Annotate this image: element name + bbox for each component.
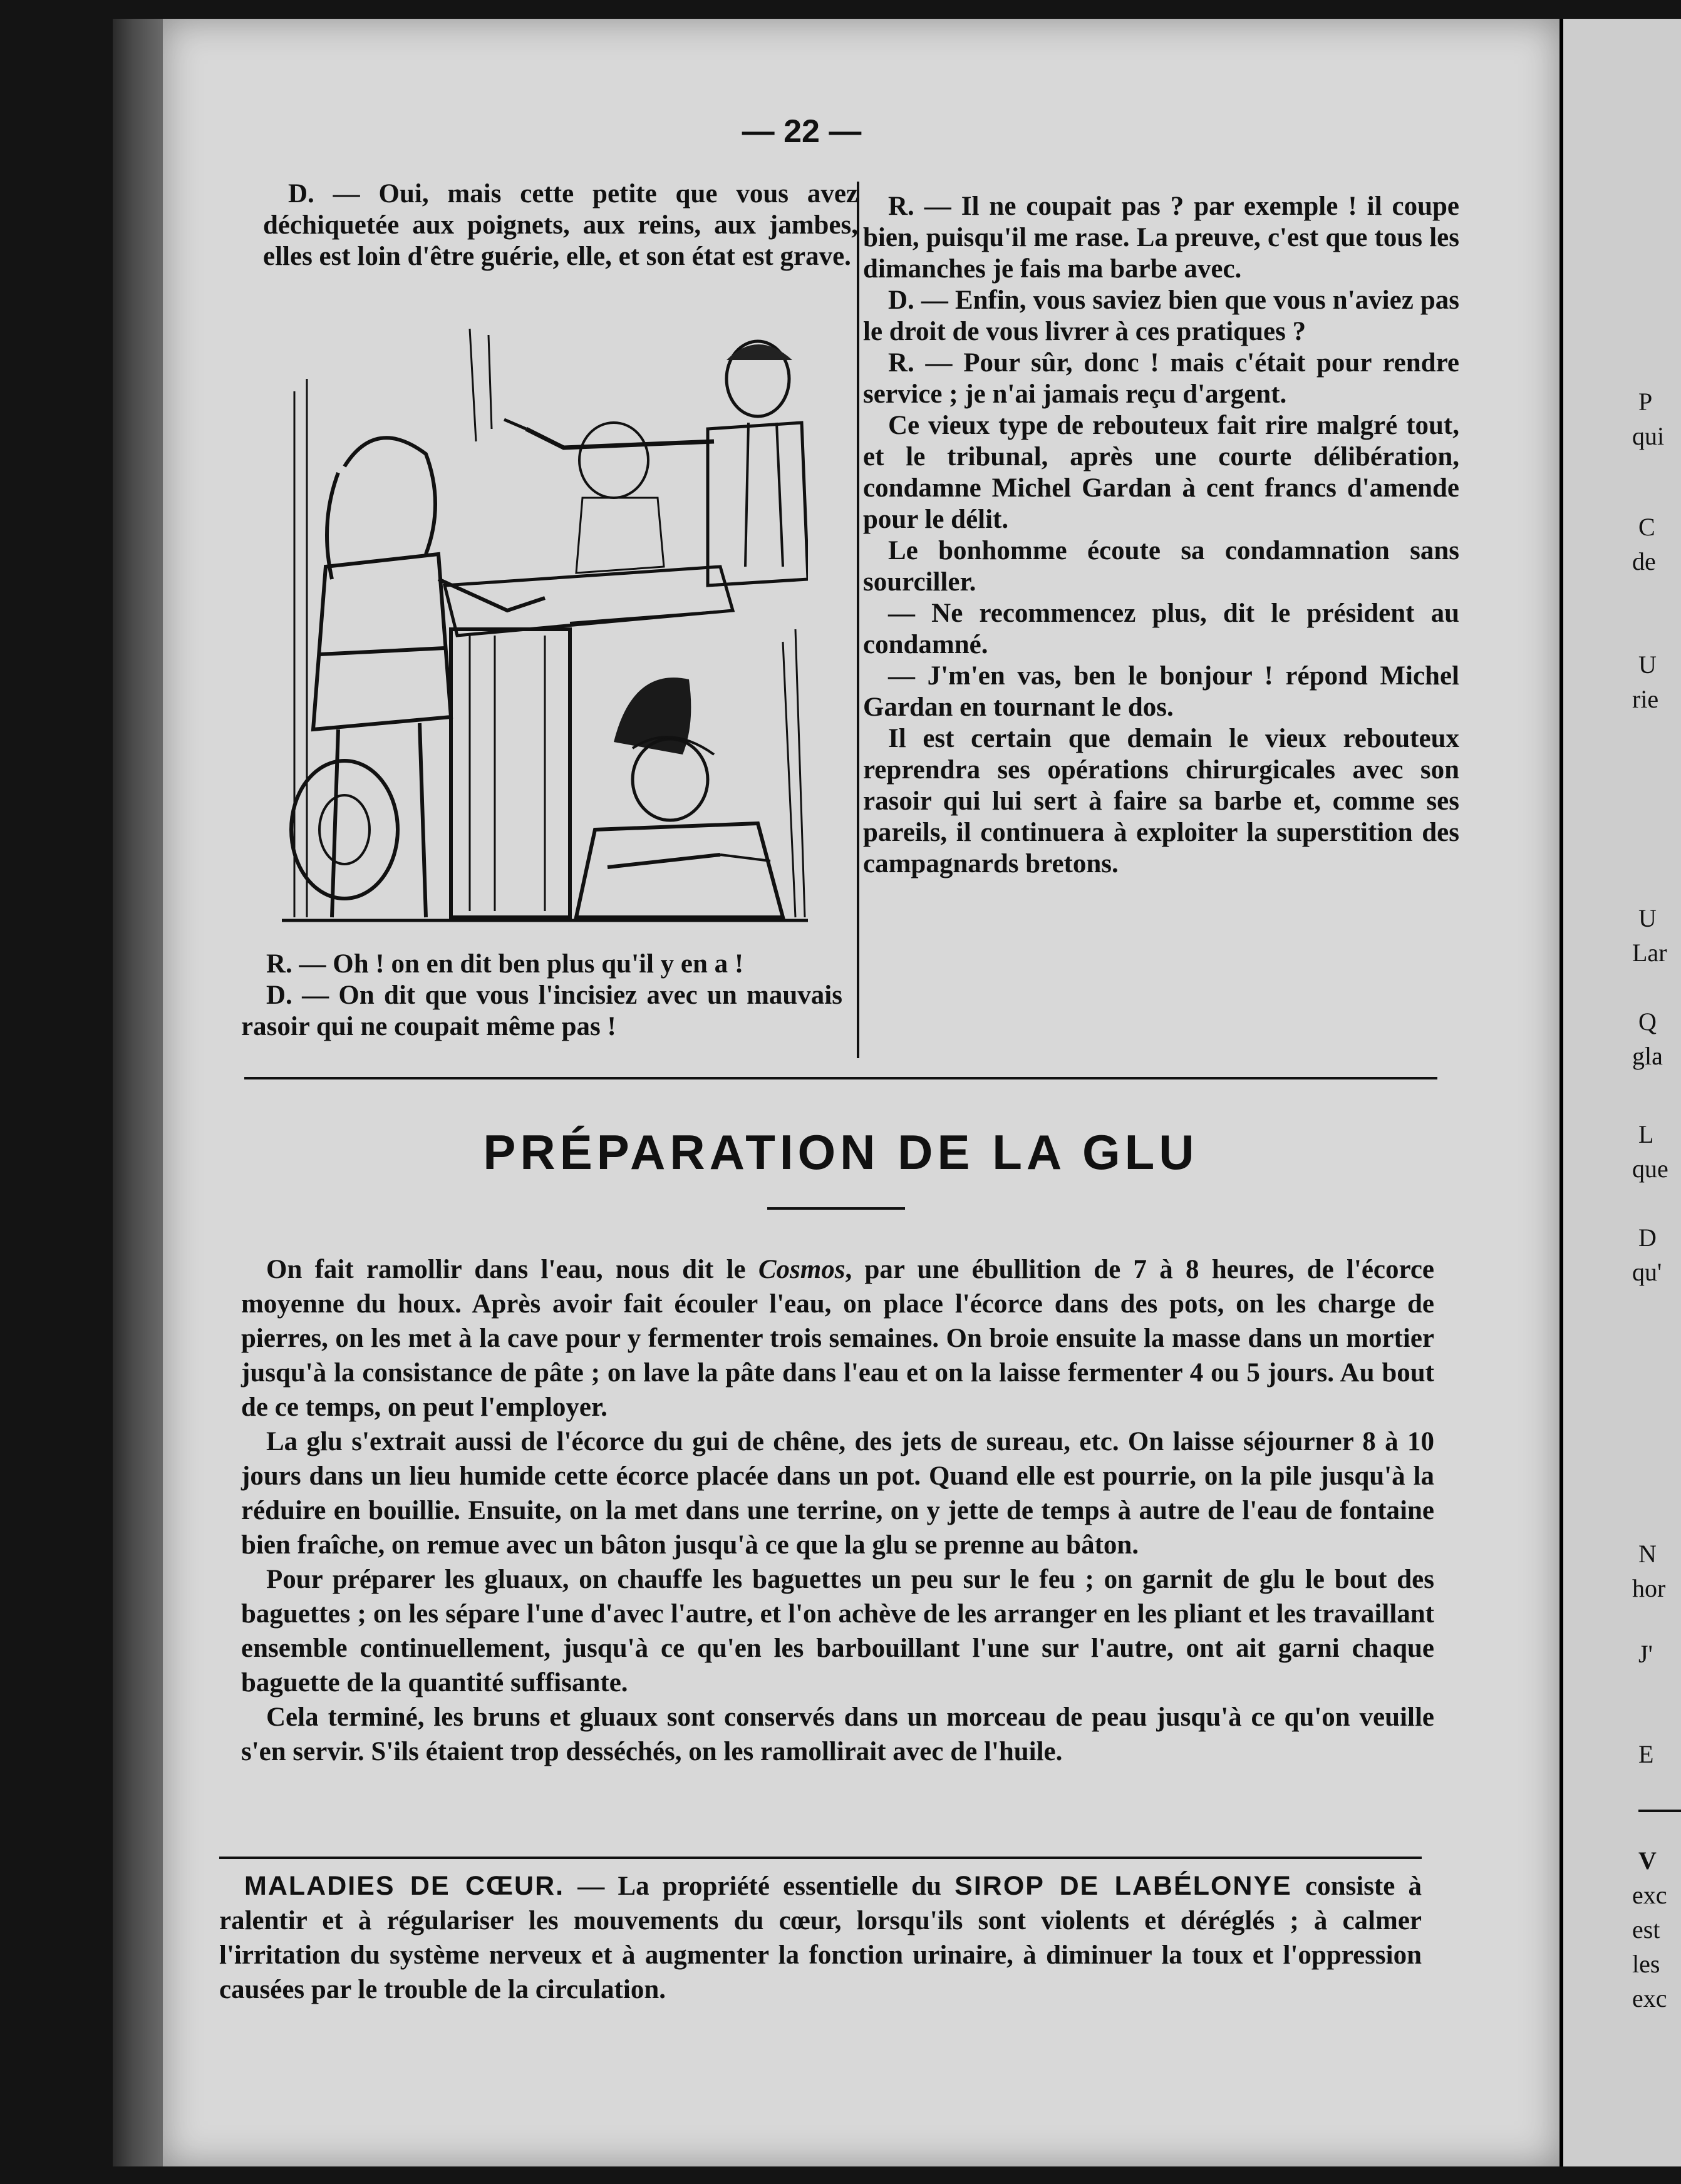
fragment: C <box>1638 513 1655 541</box>
dialogue-paragraph: R. — Oh ! on en dit ben plus qu'il y en a ! <box>266 949 744 979</box>
narrative-paragraph: Ce vieux type de rebouteux fait rire malgré tout, et le tribunal, après une courte délibération, condamne Michel Gardan à cent francs d'amende pour le délit. <box>863 411 1459 534</box>
fragment: que <box>1632 1155 1668 1183</box>
product-name: SIROP DE LABÉLONYE <box>954 1871 1292 1901</box>
fragment: P <box>1638 388 1653 416</box>
fragment: exc <box>1632 1881 1667 1909</box>
dialogue-paragraph: D. — On dit que vous l'incisiez avec un mauvais rasoir qui ne coupait même pas ! <box>241 981 842 1041</box>
fragment: Q <box>1638 1007 1657 1036</box>
fragment: Lar <box>1632 939 1667 967</box>
dialogue-paragraph: — Ne recommencez plus, dit le président au condamné. <box>863 599 1459 659</box>
fragment: rie <box>1632 685 1659 713</box>
fragment: U <box>1638 904 1657 932</box>
dialogue-paragraph: R. — Pour sûr, donc ! mais c'était pour rendre service ; je n'ai jamais reçu d'argent. <box>863 348 1459 409</box>
courtroom-illustration <box>282 316 808 927</box>
adjacent-page-edge <box>1559 19 1681 2166</box>
article-paragraph <box>241 1252 1434 1424</box>
fragment: U <box>1638 651 1657 679</box>
advert-text: — La propriété essentielle du <box>564 1872 955 1901</box>
right-column <box>863 191 1459 880</box>
advertisement <box>219 1869 1422 2007</box>
section-divider <box>244 1077 1437 1079</box>
left-column-top <box>263 178 858 272</box>
article-text: On fait ramollir dans l'eau, nous dit le <box>266 1255 758 1284</box>
advert-text: consiste à ralentir et à régulariser les mouvements du cœur, lorsqu'ils sont violents et déréglés ; à calmer l'irritation du système nerveux et à augmenter la fonction urinaire, à diminuer la toux et l'oppression causées par le trouble de la circulation. <box>219 1872 1422 2004</box>
fragment: est <box>1632 1915 1660 1944</box>
dialogue-paragraph: R. — Il ne coupait pas ? par exemple ! il coupe bien, puisqu'il me rase. La preuve, c'est que tous les dimanches je fais ma barbe avec. <box>863 192 1459 284</box>
article-text: , par une ébullition de 7 à 8 heures, de l'écorce moyenne du houx. Après avoir fait écouler l'eau, on place l'écorce dans des pots, on les charge de pierres, on les met à la cave pour y fermenter trois semaines. On broie ensuite la masse dans un mortier jusqu'à la consistance de pâte ; on lave la pâte dans l'eau et on la laisse fermenter 4 ou 5 jours. Au bout de ce temps, on peut l'employer. <box>241 1255 1434 1422</box>
fragment: L <box>1638 1120 1654 1148</box>
dialogue-paragraph: — J'm'en vas, ben le bonjour ! répond Michel Gardan en tournant le dos. <box>863 661 1459 722</box>
advert-heading: MALADIES DE CŒUR. <box>244 1871 565 1901</box>
column-divider <box>857 182 859 1058</box>
fragment: V <box>1638 1847 1657 1875</box>
page-number: — 22 — <box>742 113 862 150</box>
fragment: exc <box>1632 1984 1667 2012</box>
glu-article <box>241 1252 1434 1769</box>
source-name: Cosmos <box>758 1255 846 1284</box>
section-title: PRÉPARATION DE LA GLU <box>483 1125 1199 1180</box>
binding-shadow <box>113 19 163 2166</box>
fragment: E <box>1638 1740 1654 1768</box>
fragment: J' <box>1638 1640 1653 1668</box>
article-paragraph: Cela terminé, les bruns et gluaux sont conservés dans un morceau de peau jusqu'à ce qu'on veuille s'en servir. S'ils étaient trop desséchés, on les ramollirait avec de l'huile. <box>241 1702 1434 1766</box>
fragment: qu' <box>1632 1258 1662 1286</box>
fragment: D <box>1638 1223 1657 1252</box>
fragment: les <box>1632 1950 1660 1978</box>
article-paragraph: La glu s'extrait aussi de l'écorce du gui de chêne, des jets de sureau, etc. On laisse séjourner 8 à 10 jours dans un lieu humide cette écorce placée dans un pot. Quand elle est pourrie, on la pile jusqu'à la réduire en bouillie. Ensuite, on la met dans une terrine, on y jette de temps à autre de l'eau de fontaine bien fraîche, on remue avec un bâton jusqu'à ce que la glu se prenne au bâton. <box>241 1427 1434 1560</box>
narrative-paragraph: Il est certain que demain le vieux rebouteux reprendra ses opérations chirurgicales avec son rasoir qui lui sert à faire sa barbe et, comme ses pareils, il continuera à exploiter la superstition des campagnards bretons. <box>863 724 1459 878</box>
narrative-paragraph: Le bonhomme écoute sa condamnation sans sourciller. <box>863 536 1459 597</box>
dialogue-paragraph: D. — Enfin, vous saviez bien que vous n'aviez pas le droit de vous livrer à ces pratiques ? <box>863 286 1459 346</box>
fragment: N <box>1638 1540 1657 1568</box>
dialogue-paragraph: D. — Oui, mais cette petite que vous avez déchiquetée aux poignets, aux reins, aux jambes, elles est loin d'être guérie, elle, et son état est grave. <box>263 179 858 271</box>
advert-divider <box>219 1857 1422 1859</box>
title-underline <box>767 1207 905 1210</box>
advert-paragraph <box>219 1869 1422 2007</box>
left-column-bottom <box>241 949 842 1043</box>
fragment: gla <box>1632 1042 1663 1070</box>
article-paragraph: Pour préparer les gluaux, on chauffe les baguettes un peu sur le feu ; on garnit de glu le bout des baguettes ; on les sépare l'une d'avec l'autre, et l'on achève de les arranger en les pliant et les travaillant ensemble continuellement, jusqu'à ce qu'en les barbouillant l'une sur l'autre, ont ait garni chaque baguette de la quantité suffisante. <box>241 1565 1434 1697</box>
fragment-rule <box>1638 1810 1681 1812</box>
fragment: hor <box>1632 1574 1666 1602</box>
fragment: qui <box>1632 422 1665 450</box>
fragment: de <box>1632 547 1656 575</box>
